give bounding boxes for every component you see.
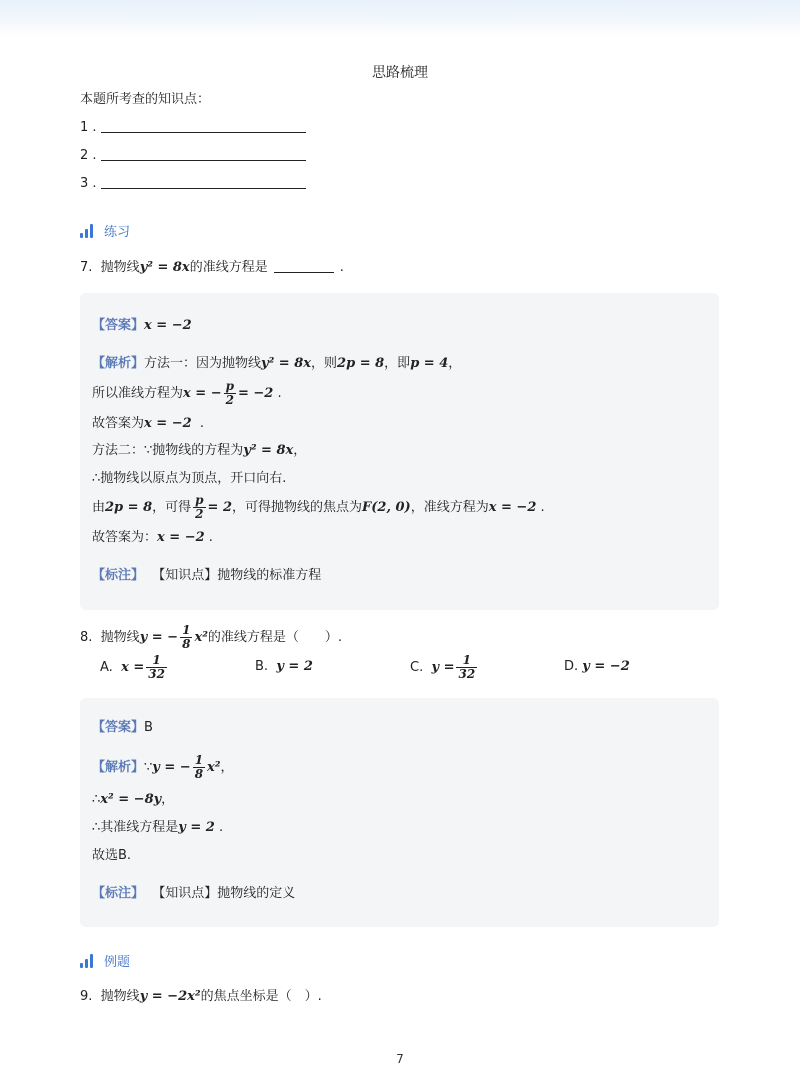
knowledge-item-2: 2 . bbox=[80, 146, 306, 166]
analysis-7-line-1: 【解析】方法一：因为抛物线y² = 8x，则2p = 8，即p = 4， bbox=[92, 356, 462, 371]
section-example bbox=[80, 951, 130, 970]
answer-7: 【答案】x = −2 bbox=[92, 318, 192, 333]
question-7: 7. 抛物线y² = 8x的准线方程是 . bbox=[80, 260, 344, 275]
analysis-7-line-3: 故答案为x = −2 . bbox=[92, 416, 205, 431]
fill-blank bbox=[101, 174, 306, 189]
analysis-7-line-7: 故答案为：x = −2 . bbox=[92, 530, 213, 545]
analysis-7-line-2: 所以准线方程为x = − $\frac{p}{2}$ = −2 . bbox=[92, 379, 282, 407]
analysis-8-line-1: 【解析】∵y = − $\frac{1}{8}$ x²， bbox=[92, 753, 234, 781]
fraction: $\frac{1}{8}$ bbox=[194, 753, 204, 781]
fill-blank bbox=[101, 118, 306, 133]
fill-blank bbox=[101, 146, 306, 161]
analysis-8-line-3: ∴其准线方程是y = 2 . bbox=[92, 820, 224, 835]
knowledge-item-3: 3 . bbox=[80, 174, 306, 194]
bar-chart-icon bbox=[80, 224, 96, 238]
option-b[interactable]: B. y = 2 bbox=[255, 659, 313, 674]
note-8: 【标注】 【知识点】抛物线的定义 bbox=[92, 886, 296, 901]
header-band bbox=[0, 0, 800, 38]
question-9: 9. 抛物线y = −2x²的焦点坐标是（ ）. bbox=[80, 989, 322, 1004]
fraction: $\frac{1}{8}$ bbox=[182, 623, 191, 651]
question-8: 8. 抛物线y = − $\frac{1}{8}$ x²的准线方程是（ ）. bbox=[80, 623, 343, 651]
analysis-7-line-6: 由2p = 8，可得 $\frac{p}{2}$ = 2，可得抛物线的焦点为F(2, 0)，准线方程为x = −2 . bbox=[92, 493, 545, 521]
option-a[interactable]: A. x = $\frac{1}{32}$ bbox=[100, 653, 165, 681]
page-title: 思路梳理 bbox=[372, 65, 428, 81]
fraction: $\frac{1}{32}$ bbox=[458, 653, 476, 681]
note-7: 【标注】 【知识点】抛物线的标准方程 bbox=[92, 568, 322, 583]
option-d[interactable]: D. y = −2 bbox=[564, 659, 630, 674]
analysis-7-line-5: ∴抛物线以原点为顶点，开口向右. bbox=[92, 471, 287, 486]
knowledge-item-1: 1 . bbox=[80, 118, 306, 138]
fraction: $\frac{p}{2}$ bbox=[225, 379, 234, 407]
answer-8: 【答案】B bbox=[92, 720, 153, 735]
analysis-8-line-2: ∴x² = −8y， bbox=[92, 792, 175, 807]
bar-chart-icon bbox=[80, 954, 96, 968]
fraction: $\frac{1}{32}$ bbox=[148, 653, 165, 681]
analysis-8-line-4: 故选B. bbox=[92, 848, 132, 863]
fraction: $\frac{p}{2}$ bbox=[195, 493, 204, 521]
section-example-label: 例题 bbox=[104, 955, 131, 970]
answer-blank bbox=[274, 258, 334, 273]
section-practice-label: 练习 bbox=[104, 225, 131, 240]
option-c[interactable]: C. y = $\frac{1}{32}$ bbox=[410, 653, 476, 681]
knowledge-label: 本题所考查的知识点： bbox=[80, 92, 211, 107]
section-practice bbox=[80, 221, 130, 240]
analysis-7-line-4: 方法二：∵抛物线的方程为y² = 8x， bbox=[92, 443, 307, 458]
page-number: 7 bbox=[396, 1052, 404, 1066]
